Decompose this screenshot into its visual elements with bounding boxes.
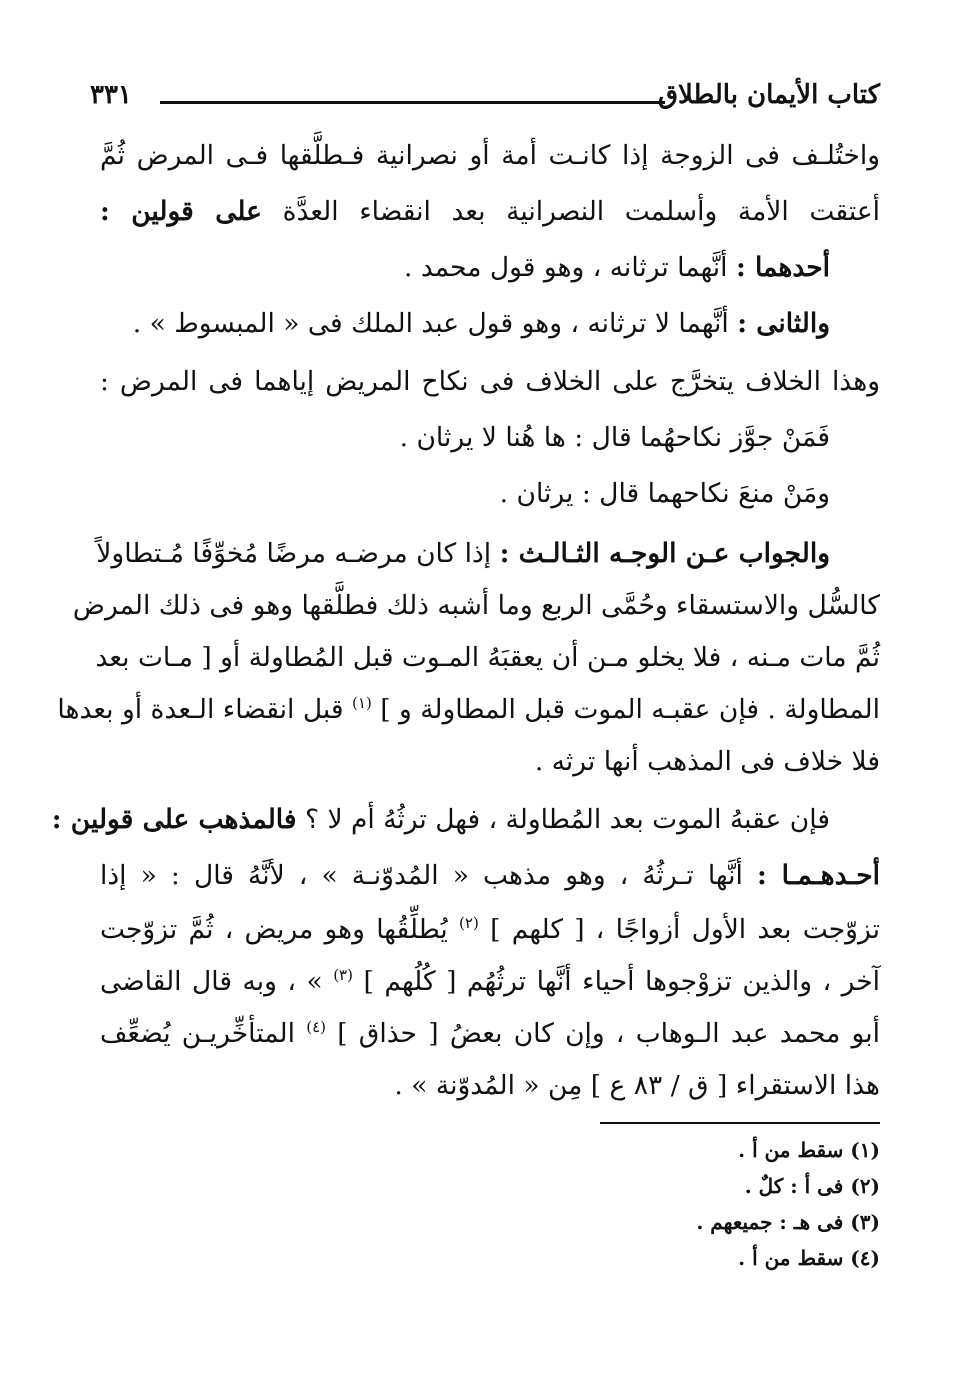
footnote-marker: (١) <box>352 694 372 713</box>
text-line-12: فلا خلاف فى المذهب أنها ترثه . <box>534 746 880 777</box>
text-line-17 <box>100 1010 880 1058</box>
text-segment: فإن عقبهُ الموت بعد المُطاولة ، فهل ترثُهُ أم لا ؟ <box>304 804 830 835</box>
page-number: ٣٣١ <box>90 80 132 110</box>
text-segment: يُطلِّقُها وهو مريض ، ثُمَّ تزوّجت <box>100 914 448 945</box>
bold-phrase: فالمذهب على قولين : <box>51 804 297 835</box>
text-line-9: كالسُّل والاستسقاء وحُمَّى الربع وما أشبه ذلك فطلَّقها وهو فى ذلك المرض <box>72 590 880 621</box>
footnote-marker: (٤) <box>306 1018 326 1037</box>
text-segment: أنَّهما لا ترثانه ، وهو قول عبد الملك فى « المبسوط » . <box>132 308 729 339</box>
bold-phrase: على قولين : <box>100 196 262 227</box>
text-segment: تزوّجت بعد الأول أزواجًا ، [ كلهم ] <box>490 914 880 945</box>
header-title: كتاب الأيمان بالطلاق <box>657 80 880 110</box>
bold-heading: أحـدهـمـا : <box>757 860 880 891</box>
text-segment: أعتقت الأمة وأسلمت النصرانية بعد انقضاء العدَّة <box>282 196 880 227</box>
text-segment: المتأخِّريـن يُضعِّف <box>100 1018 295 1049</box>
text-segment: أنَّها تـرثُهُ ، وهو مذهب « المُدوّنـة » ، لأنَّهُ قال : « إذا <box>100 860 743 891</box>
footnote-marker: (٢) <box>459 914 479 933</box>
text-line-7: ومَنْ منعَ نكاحهما قال : يرثان . <box>499 478 830 509</box>
text-line-10: ثُمَّ مات مـنه ، فلا يخلو مـن أن يعقبَهُ المـوت قبل المُطاولة أو [ مـات بعد <box>95 642 880 673</box>
footnote-4: (٤) سقط من أ . <box>738 1246 880 1270</box>
text-line-8 <box>96 530 880 578</box>
footnote-1: (١) سقط من أ . <box>738 1138 880 1162</box>
text-line-6: فَمَنْ جوَّز نكاحهُما قال : ها هُنا لا يرثان . <box>399 422 830 453</box>
bold-heading: والثانى : <box>737 308 830 339</box>
text-segment: » ، وبه قال القاضى <box>100 966 323 997</box>
text-segment: المطاولة . فإن عقبـه الموت قبل المطاولة و ] <box>380 694 880 725</box>
text-line-14 <box>100 852 880 900</box>
text-line-11 <box>57 686 880 734</box>
text-line-15 <box>100 906 880 954</box>
running-header <box>90 80 880 120</box>
footnote-marker: (٣) <box>333 966 353 985</box>
text-line-3 <box>100 244 880 292</box>
text-segment: أنَّهما ترثانه ، وهو قول محمد . <box>404 252 728 283</box>
footnote-separator <box>600 1122 880 1124</box>
text-segment: آخر ، والذين تزوْجوها أحياء أنَّها ترثُهُم [ كُلُهم ] <box>363 966 880 997</box>
text-line-18: هذا الاستقراء [ ق / ٨٣ ع ] مِن « المُدوّنة » . <box>394 1070 880 1101</box>
text-line-5: وهذا الخلاف يتخرَّج على الخلاف فى نكاح المريض إياهما فى المرض : <box>100 366 880 397</box>
text-line-16 <box>100 958 880 1006</box>
text-line-13 <box>51 796 880 844</box>
text-line-1: واختُلـف فى الزوجة إذا كانـت أمة أو نصرانية فـطلَّقها فـى المرض ثُمَّ <box>100 140 880 171</box>
footnote-3: (٣) فى هـ : جميعهم . <box>696 1210 880 1234</box>
bold-heading: والجواب عـن الوجـه الثـالـث : <box>499 538 830 569</box>
footnote-2: (٢) فى أ : كلٌ . <box>744 1174 880 1198</box>
text-segment: أبو محمد عبد الـوهاب ، وإن كان بعضُ [ حذاق ] <box>337 1018 880 1049</box>
header-rule <box>160 101 665 104</box>
text-segment: إذا كان مرضـه مرضًا مُخوِّفًا مُـتطاولاً <box>96 538 492 569</box>
text-segment: قبل انقضاء الـعدة أو بعدها <box>57 694 344 725</box>
text-line-2 <box>100 188 880 236</box>
bold-heading: أحدهما : <box>735 252 830 283</box>
text-line-4 <box>100 300 880 348</box>
